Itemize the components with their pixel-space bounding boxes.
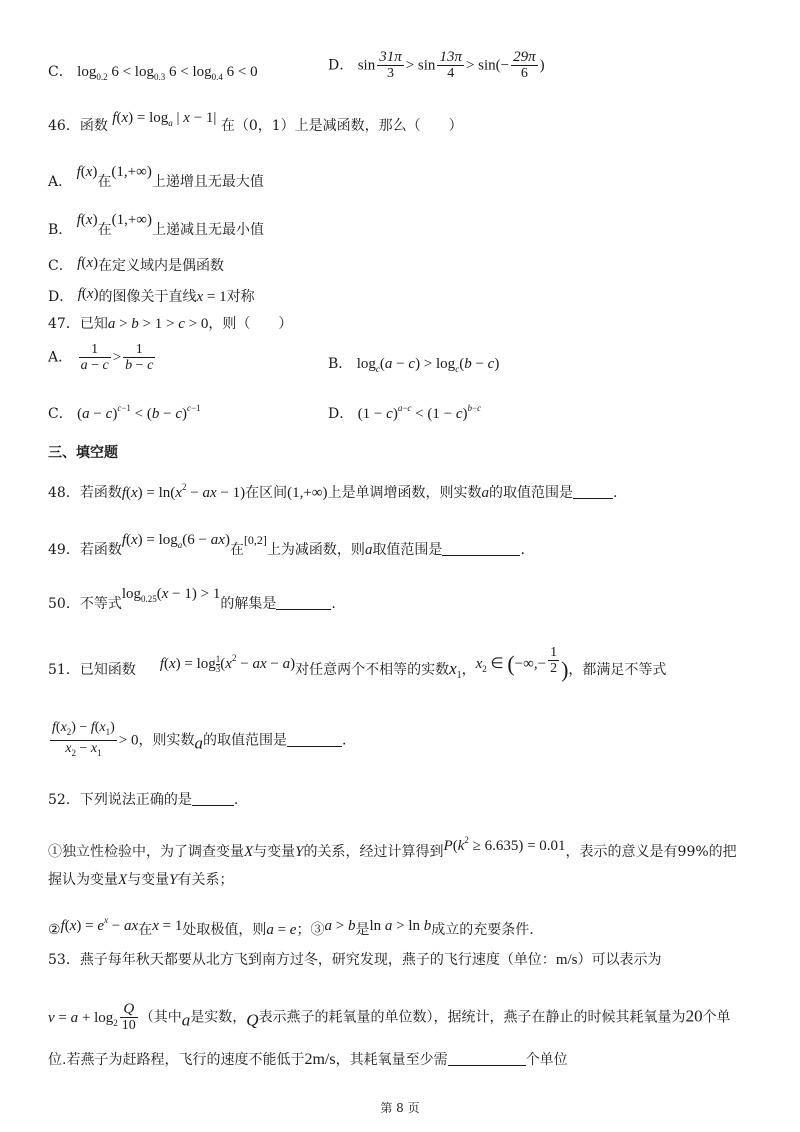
section-title: 三、填空题 xyxy=(48,445,118,461)
q45-c-expression: $\log_{0.2} 6 < \log_{0.3} 6 < \log_{0.4} 6 < 0$ xyxy=(77,64,258,82)
page-number: 第 8 页 xyxy=(380,1101,420,1115)
q46-option-b: B． f(x)在(1,+∞)上递减且无最小值 xyxy=(48,212,264,238)
q48: 48．若函数$f(x) = \ln(x^2$ − ax − 1)在区间(1,+∞)上是单调增函数，则实数a的取值范围是 . xyxy=(48,482,618,501)
q53-line2: $v = a + \log_2$ $\frac{Q}{10}$ （其中a是实数，Q表示燕子的耗氧量的单位数），据统计，燕子在静止的时候其耗氧量为20个单 xyxy=(48,1001,731,1033)
q52-answer-blank[interactable] xyxy=(192,791,234,806)
q45-option-d: D． sin $\frac{31\pi}{3}$ > sin $\frac{13\pi}{4}$ > sin(− $\frac{29\pi}{6}$ ) xyxy=(328,49,545,81)
q45-option-c: C． $\log_{0.2} 6 < \log_{0.3} 6 < \log_{0.4} 6 < 0$ xyxy=(48,64,258,82)
q51-line2: $\frac{f(x_2) - f(x_1)}{x_2 - x_1}$ > 0，则实数a的取值范围是 . xyxy=(52,720,347,758)
q53-answer-blank[interactable] xyxy=(448,1051,526,1066)
q47-option-b: B． $\log_c(a - c) > \log_c(b - c)$ xyxy=(328,356,500,374)
q50-answer-blank[interactable] xyxy=(276,595,331,610)
q52-item1: ①独立性检验中，为了调查变量X与变量Y的关系，经过计算得到$P(k^2 \ge 6.635) = 0.01$，表示的意义是有99%的把 xyxy=(48,835,737,860)
q46-option-a: A． f(x)在(1,+∞)上递增且无最大值 xyxy=(48,164,264,190)
q47-option-c: C． $(a - c)^{c-1} < (b - c)^{c-1}$ xyxy=(48,403,201,422)
q50: 50．不等式$\log_{0.25}(x - 1) > 1$的解集是 . xyxy=(48,586,336,612)
q53-line3: 位.若燕子为赶路程，飞行的速度不能低于2m/s，其耗氧量至少需 个单位 xyxy=(48,1051,568,1068)
q46-option-d: D． f(x)的图像关于直线x = 1对称 xyxy=(48,286,255,305)
q47-option-d: D． $(1 - c)^{a-c} < (1 - c)^{b-c}$ xyxy=(328,403,482,422)
q47-option-a: A． $\frac{1}{a - c}$ > $\frac{1}{b - c}$ xyxy=(48,342,154,373)
q49-answer-blank[interactable] xyxy=(442,541,520,556)
q51-line1: 51．已知函数 f(x) = log $_{\frac{1}{3}}$ ($x^2$ − ax − a)对任意两个不相等的实数$x_1$，$x_2$ ∈ (−∞,− $\frac{1}{2}$ )，都满足不等式 xyxy=(48,645,667,682)
q51-answer-blank[interactable] xyxy=(287,732,342,747)
q47-stem: 47．已知a > b > 1 > c > 0，则（ ） xyxy=(48,316,293,332)
q46-option-c: C． f(x)在定义域内是偶函数 xyxy=(48,255,225,274)
q53-line1: 53．燕子每年秋天都要从北方飞到南方过冬，研究发现，燕子的飞行速度（单位：m/s）可以表示为 xyxy=(48,952,662,968)
q52-item1-cont: 握认为变量X与变量Y有关系； xyxy=(48,872,234,888)
q52-stem: 52．下列说法正确的是 . xyxy=(48,792,239,808)
q46-stem: 46．函数 $f(x) = \log_a$ | x − 1| 在（0，1）上是减函数，那么（ ） xyxy=(48,110,463,134)
q49: 49．若函数$f(x) = \log_a(6 - ax)$在[0,2]上为减函数，则a取值范围是 . xyxy=(48,532,525,558)
q52-item2: ②f(x) = $e^x$ − ax在x = 1处取极值，则a = e；③a > b是ln a > ln b成立的充要条件. xyxy=(48,915,534,938)
q48-answer-blank[interactable] xyxy=(573,484,613,499)
